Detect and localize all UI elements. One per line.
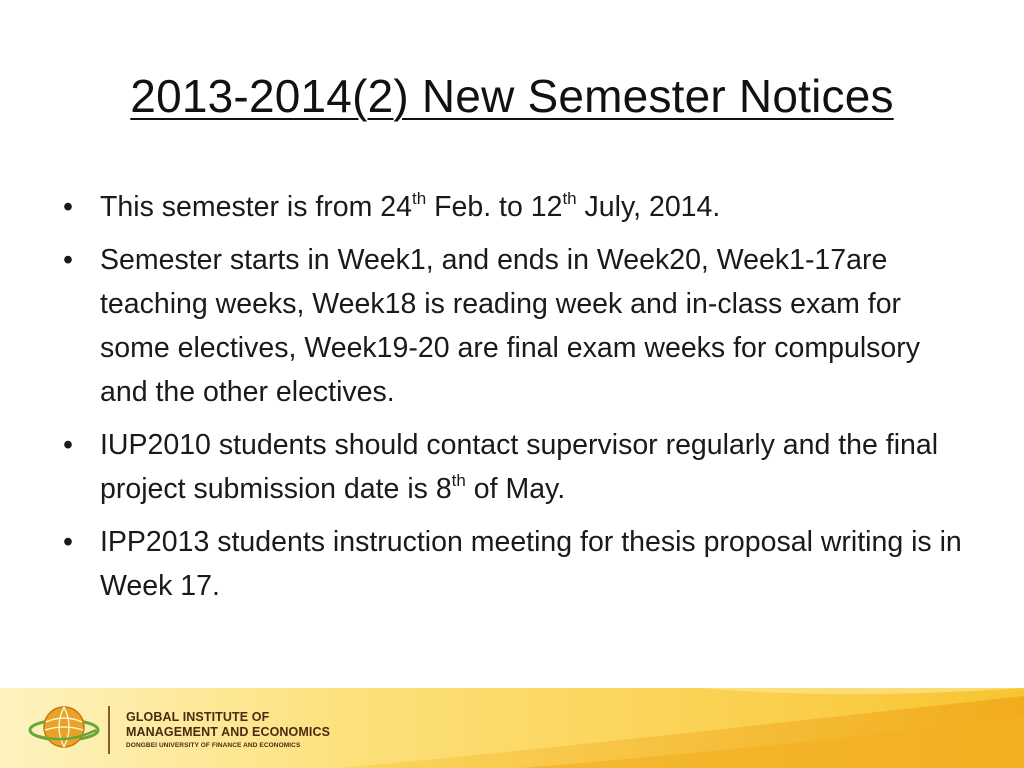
bullet-marker: • (63, 244, 73, 276)
bullet-text: Feb. to 12 (426, 191, 563, 223)
bullet-text: July, 2014. (576, 191, 721, 223)
bullet-text: IPP2013 students instruction meeting for thesis proposal writing is in Week 17. (100, 526, 962, 602)
globe-icon (26, 700, 102, 758)
bullet-item (58, 238, 963, 414)
bullet-text: Semester starts in Week1, and ends in Week20, Week1-17are teaching weeks, Week18 is reading week and in-class exam for some electives, Week19-20 are final exam weeks for compulsory and the other electives. (100, 244, 920, 408)
bullet-marker: • (63, 429, 73, 461)
logo-line-2: MANAGEMENT AND ECONOMICS (126, 725, 331, 739)
bullet-marker: • (63, 191, 73, 223)
bullet-marker: • (63, 526, 73, 558)
bullet-text: This semester is from 24 (100, 191, 412, 223)
bullet-item (58, 185, 963, 229)
superscript-text: th (412, 188, 427, 208)
superscript-text: th (562, 188, 577, 208)
bullet-text: of May. (465, 473, 566, 505)
bullet-item (58, 423, 963, 511)
bullet-list (58, 185, 963, 617)
slide-title: 2013-2014(2) New Semester Notices (130, 70, 894, 122)
logo-line-3: DONGBEI UNIVERSITY OF FINANCE AND ECONOMICS (126, 742, 301, 749)
superscript-text: th (451, 470, 466, 490)
logo-divider (108, 706, 110, 754)
bullet-text: IUP2010 students should contact supervisor regularly and the final project submission date is 8 (100, 429, 939, 505)
institute-logo-text (126, 710, 330, 751)
bullet-item (58, 520, 963, 608)
logo-line-1: GLOBAL INSTITUTE OF (126, 710, 270, 724)
